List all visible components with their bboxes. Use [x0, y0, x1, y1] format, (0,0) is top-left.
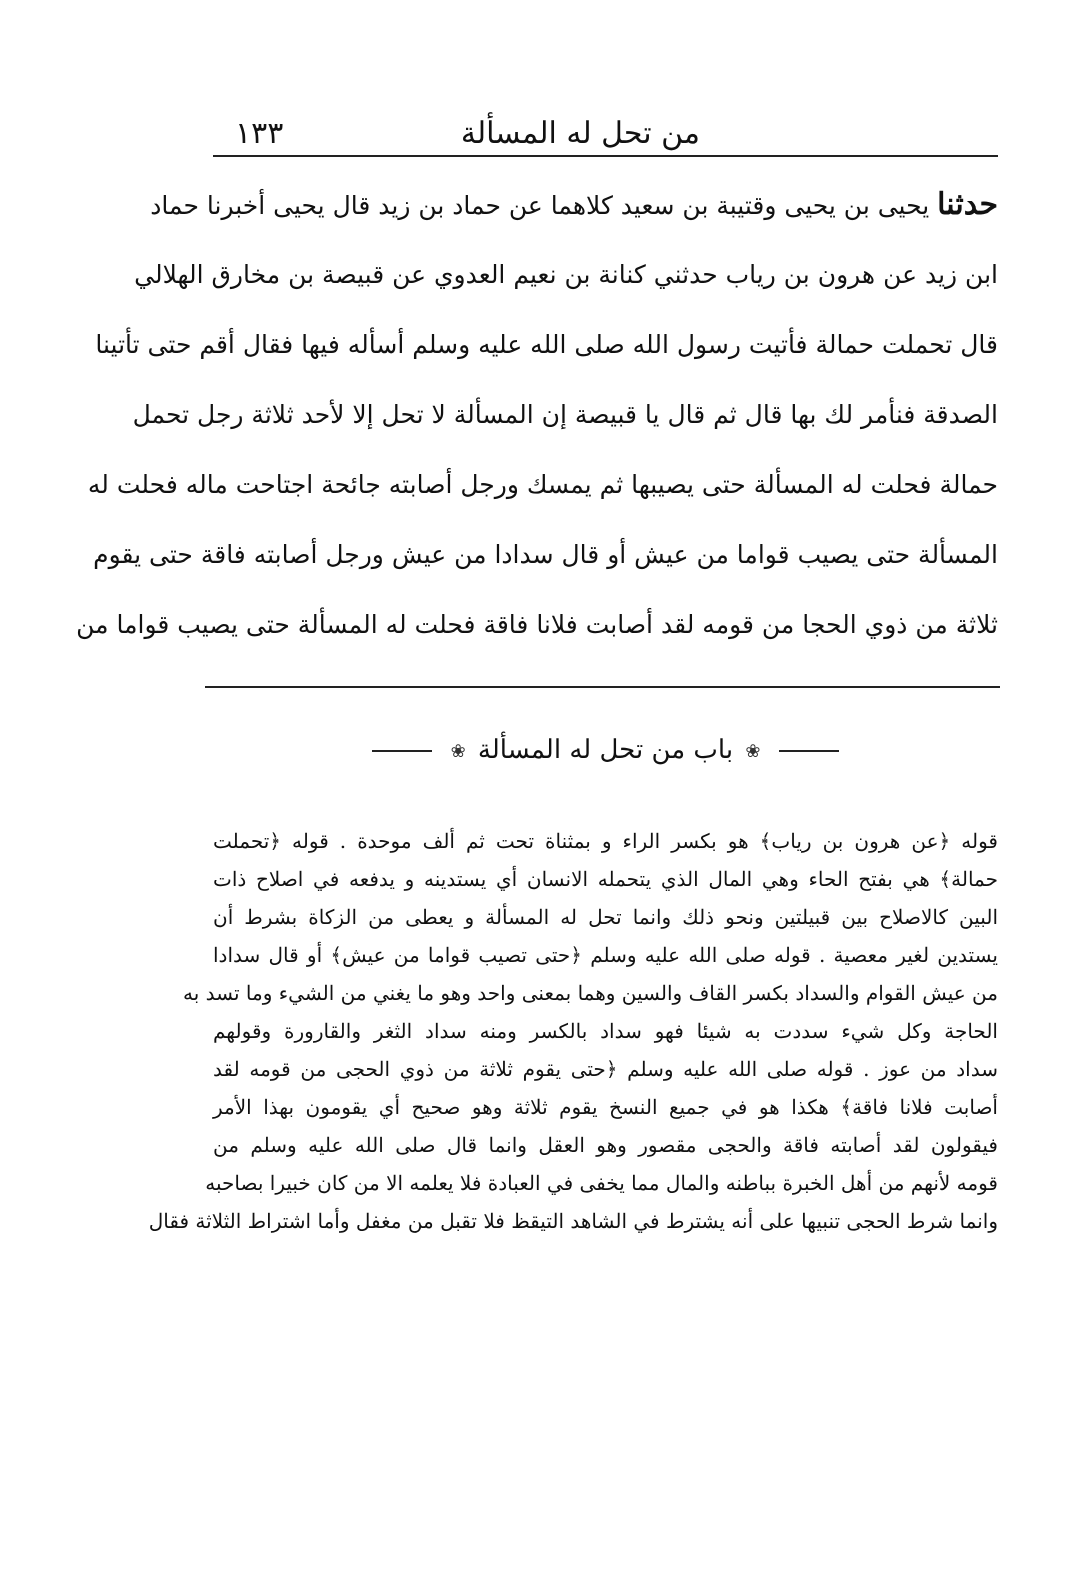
commentary-line: الحاجة وكل شيء سددت به شيئا فهو سداد بالكسر ومنه سداد الثغر والقارورة وقولهم: [213, 1019, 998, 1043]
commentary-line: أصابت فلانا فاقة﴾ هكذا هو في جميع النسخ يقوم ثلاثة وهو صحيح أي يقومون بهذا الأمر: [213, 1095, 998, 1119]
heading-dash: [372, 750, 432, 752]
page-number: ١٣٣: [235, 116, 284, 151]
hadith-line: قال تحملت حمالة فأتيت رسول الله صلى الله عليه وسلم أسأله فيها فقال أقم حتى تأتينا: [95, 330, 998, 359]
page-header: [215, 112, 1000, 158]
hadith-line: المسألة حتى يصيب قواما من عيش أو قال سدادا من عيش ورجل أصابته فاقة حتى يقوم: [93, 540, 998, 569]
hadith-line: حمالة فحلت له المسألة حتى يصيبها ثم يمسك ورجل أصابته جائحة اجتاحت ماله فحلت له: [87, 470, 998, 499]
commentary-line: من عيش القوام والسداد بكسر القاف والسين وهما بمعنى واحد وهو ما يغني من الشيء وما تسد به: [183, 981, 998, 1005]
chapter-heading: [213, 735, 998, 765]
section-rule: [205, 686, 1000, 688]
commentary-line: قوله ﴿عن هرون بن رياب﴾ هو بكسر الراء و بمثناة تحت ثم ألف موحدة . قوله ﴿تحملت: [213, 829, 998, 853]
commentary-line: يستدين لغير معصية . قوله صلى الله عليه وسلم ﴿حتى تصيب قواما من عيش﴾ أو قال سدادا: [213, 943, 998, 967]
hadith-line: الصدقة فنأمر لك بها قال ثم قال يا قبيصة إن المسألة لا تحل إلا لأحد ثلاثة رجل تحمل: [132, 400, 998, 429]
hadith-line-text: يحيى بن يحيى وقتيبة بن سعيد كلاهما عن حماد بن زيد قال يحيى أخبرنا حماد: [150, 191, 930, 220]
commentary-line: حمالة﴾ هي بفتح الحاء وهي المال الذي يتحمله الانسان أي يستدينه و يدفعه في اصلاح ذات: [213, 867, 998, 891]
commentary-line: البين كالاصلاح بين قبيلتين ونحو ذلك وانما تحل له المسألة و يعطى من الزكاة بشرط أن: [213, 905, 998, 929]
commentary-line: قومه لأنهم من أهل الخبرة بباطنه والمال مما يخفى في العبادة فلا يعلمه الا من كان خبيرا بصاحبه: [205, 1171, 998, 1195]
chapter-title: باب من تحل له المسألة: [477, 735, 734, 765]
running-head: من تحل له المسألة: [460, 116, 700, 151]
commentary-line: وانما شرط الحجى تنبيها على أنه يشترط في الشاهد التيقظ فلا تقبل من مغفل وأما اشتراط الثلاثة فقال: [148, 1209, 998, 1233]
commentary-line: سداد من عوز . قوله صلى الله عليه وسلم ﴿حتى يقوم ثلاثة من ذوي الحجى من قومه لقد: [213, 1057, 998, 1081]
hadith-line: ابن زيد عن هرون بن رياب حدثني كنانة بن نعيم العدوي عن قبيصة بن مخارق الهلالي: [134, 260, 998, 289]
commentary-text: [148, 822, 998, 1240]
ornament-icon: ❀: [450, 740, 466, 762]
opening-word: حدثنا: [937, 187, 998, 222]
hadith-line: ثلاثة من ذوي الحجا من قومه لقد أصابت فلانا فاقة فحلت له المسألة حتى يصيب قواما من: [76, 610, 998, 639]
heading-dash: [779, 750, 839, 752]
commentary-line: فيقولون لقد أصابته فاقة والحجى مقصور وهو العقل وانما قال صلى الله عليه وسلم من: [213, 1133, 998, 1157]
ornament-icon: ❀: [745, 740, 761, 762]
hadith-line: [150, 170, 998, 240]
hadith-text: [76, 170, 998, 660]
header-rule: [213, 155, 998, 157]
